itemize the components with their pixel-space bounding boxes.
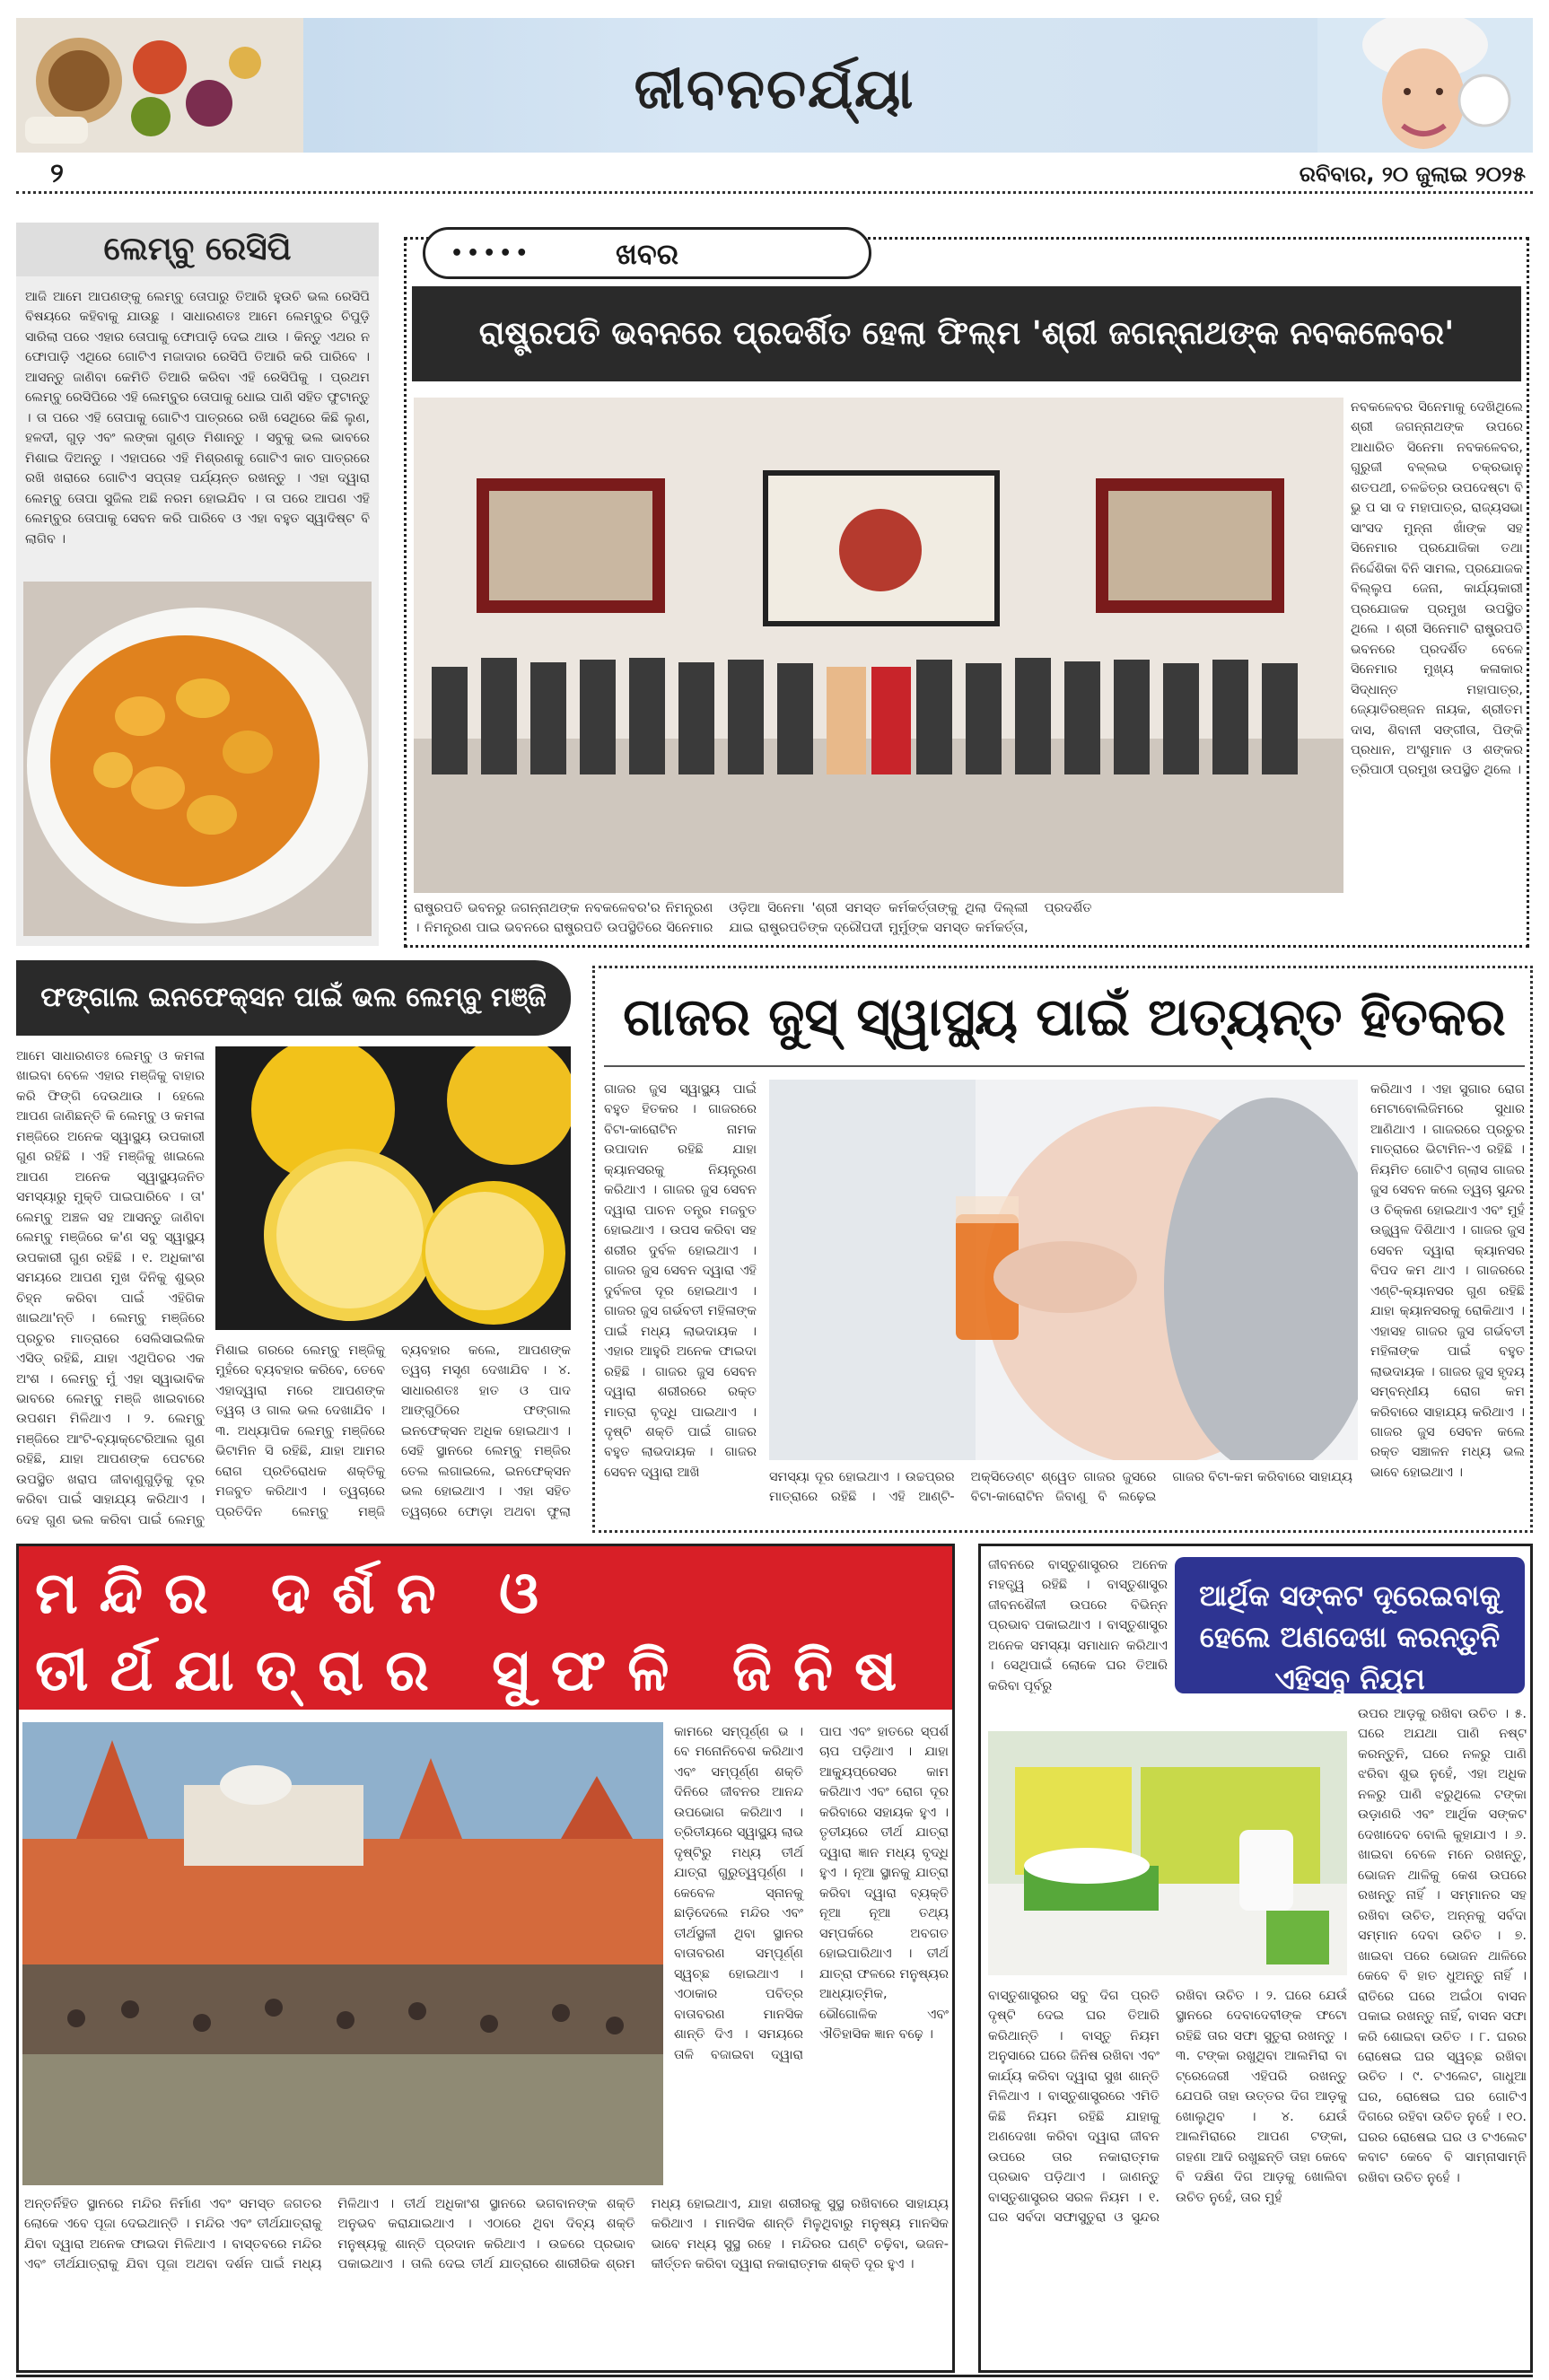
- fungal-text-bottom: ମିଶାଇ ଗରରେ ଲେମ୍ବୁ ମଞ୍ଜିକୁ ମୁହଁରେ ବ୍ୟବହାର କରିବେ, ତେବେ ଏହାଦ୍ୱାରା ମରେ ଆପଣଙ୍କ ତ୍ୱଚା ଓ ଗାଲ ଭଲ ଦେଖାଯିବ । ୩. ଅଧ୍ୟାପିକ ଲେମ୍ବୁ ମଞ୍ଜିରେ ଭିଟାମିନ ସି ରହିଛି, ଯାହା ଆମର ରୋଗ ପ୍ରତିରୋଧକ ଶକ୍ତିକୁ ମଜବୁତ କରିଥାଏ । ତ୍ୱଚାରେ ପ୍ରତିଦିନ ଲେମ୍ବୁ ମଞ୍ଜି ବ୍ୟବହାର କଲେ, ଆପଣଙ୍କ ତ୍ୱଚା ମସୃଣ ଦେଖାଯିବ । ୪. ସାଧାରଣତଃ ହାତ ଓ ପାଦ ଆଙ୍ଗୁଠିରେ ଫଙ୍ଗାଲ ଇନଫେକ୍ସନ ଅଧିକ ହୋଇଥାଏ । ସେହି ସ୍ଥାନରେ ଲେମ୍ବୁ ମଞ୍ଜିର ତେଲ ଲଗାଇଲେ, ଇନଫେକ୍ସନ ଭଲ ହୋଇଥାଏ । ଏହା ସହିତ ତ୍ୱଚାରେ ଫୋଡ଼ା ଅଥବା ଫୁଲା: [215, 1343, 571, 1519]
- carrot-heading: ଗାଜର ଜୁସ୍ ସ୍ୱାସ୍ଥ୍ୟ ପାଇଁ ଅତ୍ୟନ୍ତ ହିତକର: [623, 986, 1506, 1047]
- lemon-peel-pickle-photo: [23, 582, 372, 936]
- temple-text-right: କାମରେ ସମ୍ପୂର୍ଣ୍ଣ ଭ । ବେ ମନୋନିବେଶ କରିଥାଏ ଏବଂ ସମ୍ପୂର୍ଣ୍ଣ ଶକ୍ତି ଦିନିରେ ଜୀବନର ଆନନ୍ଦ ଉପଭୋଗ କରିଥାଏ । ତ୍ରିତୀୟରେ ସ୍ୱାସ୍ଥ୍ୟ ଲାଭ ଦୃଷ୍ଟିରୁ ମଧ୍ୟ ତୀର୍ଥ ଯାତ୍ରା ଗୁରୁତ୍ୱପୂର୍ଣ୍ଣ । କେବେଳ ସ୍ନାନକୁ ଛାଡ଼ିଦେଲେ ମନ୍ଦିର ଏବଂ ତୀର୍ଥସ୍ଥଳୀ ଥିବା ସ୍ଥାନର ବାତାବରଣ ସମ୍ପୂର୍ଣ୍ଣ ସ୍ୱଚ୍ଛ ହୋଇଥାଏ । ଏଠାକାର ପବିତ୍ର ବାତାବରଣ ମାନସିକ ଶାନ୍ତି ଦିଏ । ସମୟରେ ତାଳି ବଜାଇବା ଦ୍ୱାରା ପାପ ଏବଂ ହାତରେ ସ୍ପର୍ଶ ଚାପ ପଡ଼ିଥାଏ । ଯାହା ଆକ୍ୟୁପ୍ରେସର କାମ କରିଥାଏ ଏବଂ ରୋଗ ଦୂର କରିବାରେ ସହାୟକ ହୁଏ । ତୃତୀୟରେ ତୀର୍ଥ ଯାତ୍ରା ଦ୍ୱାରା ଜ୍ଞାନ ମଧ୍ୟ ବୃଦ୍ଧି ହୁଏ । ନୂଆ ସ୍ଥାନକୁ ଯାତ୍ରା କରିବା ଦ୍ୱାରା ବ୍ୟକ୍ତି ନୂଆ ନୂଆ ତଥ୍ୟ ସମ୍ପର୍କରେ ଅବଗତ ହୋଇପାରିଥାଏ । ତୀର୍ଥ ଯାତ୍ରା ଫଳରେ ମନୁଷ୍ୟର ଆଧ୍ୟାତ୍ମିକ, ଭୌଗୋଳିକ ଏବଂ ଐତିହାସିକ ଜ୍ଞାନ ବଢ଼େ ।: [674, 1725, 949, 2062]
- issue-date: ରବିବାର, ୨୦ ଜୁଲାଇ ୨୦୨୫: [1299, 162, 1526, 187]
- recipe-body: ଆଜି ଆମେ ଆପଣଙ୍କୁ ଲେମ୍ବୁ ତୋପାରୁ ତିଆରି ହୁଉଚି ଭଲ ରେସିପି ବିଷୟରେ କହିବାକୁ ଯାଉଛୁ । ସାଧାରଣତଃ ଆମେ ଲେମ୍ବୁର ଚିପୁଡ଼ି ସାରିଲା ପରେ ଏହାର ତୋପାକୁ ଫୋପାଡ଼ି ଦେଇ ଥାଉ । କିନ୍ତୁ ଏଥର ନ ଫୋପାଡ଼ି ଏଥିରେ ଗୋଟିଏ ମଜାଦାର ରେସିପି ତିଆରି କରି ପାରିବେ । ଆସନ୍ତୁ ଜାଣିବା କେମିତି ତିଆରି କରିବା ଏହି ରେସିପିକୁ । ପ୍ରଥମ ଲେମ୍ବୁ ରେସିପିରେ ଏହି ଲେମ୍ବୁର ତୋପାକୁ ଧୋଇ ପାଣି ସହିତ ଫୁଟାନ୍ତୁ । ତା ପରେ ଏହି ତୋପାକୁ ଗୋଟିଏ ପାତ୍ରରେ ରଖି ସେଥିରେ କିଛି ଲୁଣ, ହଳଦୀ, ଗୁଡ଼ ଏବଂ ଲଙ୍କା ଗୁଣ୍ଡ ମିଶାନ୍ତୁ । ସବୁକୁ ଭଲ ଭାବରେ ମିଶାଇ ଦିଅନ୍ତୁ । ଏହାପରେ ଏହି ମିଶ୍ରଣକୁ ଗୋଟିଏ କାଚ ପାତ୍ରରେ ରଖି ଖରାରେ ଗୋଟିଏ ସପ୍ତାହ ପର୍ଯ୍ୟନ୍ତ ରଖନ୍ତୁ । ଏହା ଦ୍ୱାରା ଲେମ୍ବୁ ତୋପା ସୁଜିଲ ଅଛି ନରମ ହୋଇଯିବ । ତା ପରେ ଆପଣ ଏହି ଲେମ୍ବୁର ତୋପାକୁ ସେବନ କରି ପାରିବେ ଓ ଏହା ବହୁତ ସ୍ୱାଦିଷ୍ଟ ବି ଲାଗିବ ।: [25, 290, 370, 547]
- temple-heading: ମନ୍ଦିର ଦର୍ଶନ ଓ ତୀର୍ଥଯାତ୍ରାର ସୁଫଳି ଜିନିଷ: [19, 1546, 952, 1710]
- page-bottom-rule: [16, 2375, 1533, 2377]
- section-title: ଜୀବନଚର୍ଯ୍ୟା: [634, 56, 915, 121]
- lemon-recipe-article: [16, 223, 379, 946]
- vastu-text-right: ଉପର ଆଡ଼କୁ ରଖିବା ଉଚିତ । ୫. ଘରେ ଅଯଥା ପାଣି ନଷ୍ଟ କରନ୍ତୁନି, ଘରେ ନଳରୁ ପାଣି ଝରିବା ଶୁଭ ନୁହେଁ, ଏହା ଅଧିକ ନଳରୁ ପାଣି ଝରୁଥିଲେ ଟଙ୍କା ଉଡ଼ାଣରି ଏବଂ ଆର୍ଥିକ ସଙ୍କଟ ଦେଖାଦେବ ବୋଲି କୁହାଯାଏ । ୬. ଖାଇବା ବେଳେ ମନେ ରଖନ୍ତୁ, ଭୋଜନ ଥାଳିକୁ କେଶ ଉପରେ ରଖନ୍ତୁ ନାହିଁ । ସମ୍ମାନର ସହ ରଖିବା ଉଚିତ, ଅନ୍ନକୁ ସର୍ବଦା ସମ୍ମାନ ଦେବା ଉଚିତ । ୭. ଖାଇବା ପରେ ଭୋଜନ ଥାଳିରେ କେବେ ବି ହାତ ଧୁଅନ୍ତୁ ନାହିଁ । ରାତିରେ ଘରେ ଅଇଁଠା ବାସନ ପକାଇ ରଖନ୍ତୁ ନାହିଁ, ବାସନ ସଫା କରି ଶୋଇବା ଉଚିତ । ୮. ଘରର ରୋଷେଇ ଘର ସ୍ୱଚ୍ଛ ରଖିବା ଉଚିତ । ୯. ଟଏଲେଟ, ଗାଧୁଆ ଘର, ରୋଷେଇ ଘର ଗୋଟିଏ ଦିଗରେ ରହିବା ଉଚିତ ନୁହେଁ । ୧୦. ଘରର ରୋଷେଇ ଘର ଓ ଟଏଲେଟ କବାଟ କେବେ ବି ସାମ୍ନାସାମ୍ନି ରଖିବା ଉଚିତ ନୁହେଁ ।: [1358, 1707, 1527, 2185]
- temple-text-bottom: ଅନ୍ତର୍ନିହିତ ସ୍ଥାନରେ ମନ୍ଦିର ନିର୍ମାଣ ଏବଂ ସମସ୍ତ ଜଗତର ଲୋକେ ଏବେ ପୂଜା ଦେଇଥାନ୍ତି । ମନ୍ଦିର ଏବଂ ତୀର୍ଥଯାତ୍ରାକୁ ଯିବା ଦ୍ୱାରା ଅନେକ ଫାଇଦା ମିଳିଥାଏ । ବାସ୍ତବରେ ମନ୍ଦିର ଏବଂ ତୀର୍ଥଯାତ୍ରାକୁ ଯିବା ପୂଜା ଅଥବା ଦର୍ଶନ ପାଇଁ ମଧ୍ୟ ମିଳିଥାଏ । ତୀର୍ଥ ଅଧିକାଂଶ ସ୍ଥାନରେ ଭଗବାନଙ୍କ ଶକ୍ତି ଅନୁଭବ କରାଯାଇଥାଏ । ଏଠାରେ ଥିବା ଦିବ୍ୟ ଶକ୍ତି ମନୁଷ୍ୟକୁ ଶାନ୍ତି ପ୍ରଦାନ କରିଥାଏ । ଉଚ୍ଚରେ ପ୍ରଭାବ ପକାଇଥାଏ । ତାଲି ଦେଇ ତୀର୍ଥ ଯାତ୍ରାରେ ଶାରୀରିକ ଶ୍ରମ ମଧ୍ୟ ହୋଇଥାଏ, ଯାହା ଶରୀରକୁ ସୁସ୍ଥ ରଖିବାରେ ସାହାଯ୍ୟ କରିଥାଏ । ମାନସିକ ଶାନ୍ତି ମିଳୁଥିବାରୁ ମନୁଷ୍ୟ ମାନସିକ ଭାବେ ମଧ୍ୟ ସୁସ୍ଥ ରହେ । ମନ୍ଦିରର ଘଣ୍ଟି ଚଢ଼ିବା, ଭଜନ-କୀର୍ତ୍ତନ କରିବା ଦ୍ୱାରା ନକାରାତ୍ମକ ଶକ୍ତି ଦୂର ହୁଏ ।: [24, 2197, 949, 2272]
- carrot-juice-article: [592, 966, 1533, 1533]
- news-photo-caption: ରାଷ୍ଟ୍ରପତି ଭବନରୁ ଜଗନ୍ନାଥଙ୍କ ନବକଳେବର'ର ନିମନ୍ତ୍ରଣ । ନିମନ୍ତ୍ରଣ ପାଇ ଭବନରେ ରାଷ୍ଟ୍ରପତି ଉପସ୍ଥିତିରେ ସିନେମାର ଓଡ଼ିଆ ସିନେମା 'ଶ୍ରୀ ସମସ୍ତ କର୍ମକର୍ତ୍ତାଙ୍କୁ ଥିଲା ଦିଲ୍ଲୀ ଯାଇ ରାଷ୍ଟ୍ରପତିଙ୍କ ଦ୍ରୌପଦୀ ମୁର୍ମୁଙ୍କ ସମସ୍ତ କର୍ମକର୍ତ୍ତା, ପ୍ରଦର୍ଶିତ: [414, 901, 1092, 936]
- fungal-infection-heading: ଫଙ୍ଗାଲ ଇନଫେକ୍ସନ ପାଇଁ ଭଲ ଲେମ୍ବୁ ମଞ୍ଜି: [16, 960, 571, 1036]
- ghat-temples-photo: [22, 1722, 663, 2185]
- page-number: ୨: [50, 158, 64, 189]
- news-tab: [423, 227, 871, 279]
- carrot-text-right: କରିଥାଏ । ଏହା ସୁଗାର ରୋଗ ମେଟାବୋଲିଜିମରେ ସୁଧାର ଆଣିଥାଏ । ଗାଜରରେ ପ୍ରଚୁର ମାତ୍ରାରେ ଭିଟାମିନ-ଏ ରହିଛି । ନିୟମିତ ଗୋଟିଏ ଗ୍ଲାସ ଗାଜର ଜୁସ ସେବନ କଲେ ତ୍ୱଚା ସୁନ୍ଦର ଓ ଚିକ୍କଣ ହୋଇଥାଏ ଏବଂ ମୁହଁ ଉଜ୍ଜ୍ୱଳ ଦିଶିଥାଏ । ଗାଜର ଜୁସ ସେବନ ଦ୍ୱାରା କ୍ୟାନସର ବିପଦ କମ ଥାଏ । ଗାଜରରେ ଏଣ୍ଟି-କ୍ୟାନସର ଗୁଣ ରହିଛି ଯାହା କ୍ୟାନସରକୁ ରୋକିଥାଏ । ଏହାସହ ଗାଜର ଜୁସ ଗର୍ଭବତୀ ମହିଳାଙ୍କ ପାଇଁ ବହୁତ ଲାଭଦାୟକ । ଗାଜର ଜୁସ ହୃଦୟ ସମ୍ବନ୍ଧୀୟ ରୋଗ କମ କରିବାରେ ସାହାଯ୍ୟ କରିଥାଏ । ଗାଜର ଜୁସ ସେବନ କଲେ ରକ୍ତ ସଞ୍ଚାଳନ ମଧ୍ୟ ଭଲ ଭାବେ ହୋଇଥାଏ ।: [1370, 1082, 1525, 1480]
- lemon-halves-photo: [215, 1046, 571, 1330]
- masthead-banner: [16, 18, 1533, 153]
- news-section: [404, 237, 1529, 948]
- vastu-text-bottom: ବାସ୍ତୁଶାସ୍ତ୍ରର ସବୁ ଦିଗ ପ୍ରତି ଦୃଷ୍ଟି ଦେଇ ଘର ତିଆରି କରିଥାନ୍ତି । ବାସ୍ତୁ ନିୟମ ଅନୁସାରେ ଘରେ ଜିନିଷ ରଖିବା ଏବଂ କାର୍ଯ୍ୟ କରିବା ଦ୍ୱାରା ସୁଖ ଶାନ୍ତି ମିଳିଥାଏ । ବାସ୍ତୁଶାସ୍ତ୍ରରେ ଏମିତି କିଛି ନିୟମ ରହିଛି ଯାହାକୁ ଅଣଦେଖା କରିବା ଦ୍ୱାରା ଜୀବନ ଉପରେ ତାର ନକାରାତ୍ମକ ପ୍ରଭାବ ପଡ଼ିଥାଏ । ଜାଣନ୍ତୁ ବାସ୍ତୁଶାସ୍ତ୍ରର ସରଳ ନିୟମ । ୧. ଘର ସର୍ବଦା ସଫାସୁତୁରା ଓ ସୁନ୍ଦର ରଖିବା ଉଚିତ । ୨. ଘରେ ଯେଉଁ ସ୍ଥାନରେ ଦେବାଦେବୀଙ୍କ ଫଟୋ ରହିଛି ତାର ସଫା ସୁତୁରା ରଖନ୍ତୁ । ୩. ଟଙ୍କା ରଖୁଥିବା ଆଲମିରା ବା ଟ୍ରେଜେରୀ ଏହିପରି ରଖନ୍ତୁ ଯେପରି ତାହା ଉତ୍ତର ଦିଗ ଆଡ଼କୁ ଖୋଲୁଥିବ । ୪. ଯେଉଁ ଆଲମିରାରେ ଆପଣ ଟଙ୍କା, ଗହଣା ଆଦି ରଖୁଛନ୍ତି ତାହା କେବେ ବି ଦକ୍ଷିଣ ଦିଗ ଆଡ଼କୁ ଖୋଲିବା ଉଚିତ ନୁହେଁ, ତାର ମୁହଁ: [988, 1989, 1347, 2226]
- news-headline: ରାଷ୍ଟ୍ରପତି ଭବନରେ ପ୍ରଦର୍ଶିତ ହେଲା ଫିଲ୍ମ 'ଶ୍ରୀ ଜଗନ୍ନାଥଙ୍କ ନବକଳେବର': [412, 286, 1521, 381]
- news-side-column: ନବକଳେବର ସିନେମାକୁ ଦେଖିଥିଲେ ଶ୍ରୀ ଜଗନ୍ନାଥଙ୍କ ଉପରେ ଆଧାରିତ ସିନେମା ନବକଳେବର, ଗୁରୁଜୀ ବଳ୍ଲଭ ଚକ୍ରଭାନୁ ଶତପଥୀ, ଚଳଚ୍ଚିତ୍ର ଉପଦେଷ୍ଟା ବି ଭୁ ପ ସା ଦ ମହାପାତ୍ର, ରାଜ୍ୟସଭା ସାଂସଦ ମୁନ୍ନା ଖାଁଙ୍କ ସହ ସିନେମାର ପ୍ରଯୋଜିକା ତଥା ନିର୍ଦ୍ଦେଶିକା ବିନି ସାମଲ, ପ୍ରଯୋଜକ ବିଲ୍ଲୁପ ଜେନା, କାର୍ଯ୍ୟକାରୀ ପ୍ରଯୋଜକ ପ୍ରମୁଖ ଉପସ୍ଥିତ ଥିଲେ । ଶ୍ରୀ ସିନେମାଟି ରାଷ୍ଟ୍ରପତି ଭବନରେ ପ୍ରଦର୍ଶିତ ବେଳେ ସିନେମାର ମୁଖ୍ୟ କଳାକାର ସିଦ୍ଧାନ୍ତ ମହାପାତ୍ର, ଜ୍ୟୋତିରଞ୍ଜନ ନାୟକ, ଶ୍ରୀତମ ଦାସ, ଶିବାନୀ ସଙ୍ଗୀତା, ପିଙ୍କି ପ୍ରଧାନ, ଅଂଶୁମାନ ଓ ଶଙ୍କର ତ୍ରିପାଠୀ ପ୍ରମୁଖ ଉପସ୍ଥିତ ଥିଲେ ।: [1351, 400, 1523, 778]
- skincare-woman-illustration: [1317, 18, 1533, 153]
- vastu-heading: ଆର୍ଥିକ ସଙ୍କଟ ଦୂରେଇବାକୁ ହେଲେ ଅଣଦେଖା କରନ୍ତୁନି ଏହିସବୁ ନିୟମ: [1175, 1557, 1525, 1693]
- recipe-heading: ଲେମ୍ବୁ ରେସିପି: [16, 223, 379, 276]
- temple-pilgrimage-article: [16, 1544, 955, 2373]
- vastu-rules-article: [978, 1544, 1533, 2373]
- pregnant-woman-juice-photo: [769, 1080, 1358, 1460]
- fungal-text-left: ଆମେ ସାଧାରଣତଃ ଲେମ୍ବୁ ଓ କମଳା ଖାଇବା ବେଳେ ଏହାର ମଞ୍ଜିକୁ ବାହାର କରି ଫିଙ୍ଗି ଦେଉଥାଉ । ହେଲେ ଆପଣ ଜାଣିଛନ୍ତି କି ଲେମ୍ବୁ ଓ କମଳା ମଞ୍ଜିରେ ଅନେକ ସ୍ୱାସ୍ଥ୍ୟ ଉପକାରୀ ଗୁଣ ରହିଛି । ଏହି ମଞ୍ଜିକୁ ଖାଇଲେ ଆପଣ ଅନେକ ସ୍ୱାସ୍ଥ୍ୟଜନିତ ସମସ୍ୟାରୁ ମୁକ୍ତି ପାଇପାରିବେ । ତା' ଲେମ୍ବୁ ଅଞ୍ଚଳ ସହ ଆସନ୍ତୁ ଜାଣିବା ଲେମ୍ବୁ ମଞ୍ଜିରେ କ'ଣ ସବୁ ସ୍ୱାସ୍ଥ୍ୟ ଉପକାରୀ ଗୁଣ ରହିଛି । ୧. ଅଧିକାଂଶ ସମୟରେ ଆପଣ ମୁଖ ଦିନିକୁ ଶୁଭ୍ର ଚିହ୍ନ କରିବା ପାଇଁ ଏହିଗିକ ଖାଇଥା'ନ୍ତି । ଲେମ୍ବୁ ମଞ୍ଜିରେ ପ୍ରଚୁର ମାତ୍ରାରେ ସେଲିସାଇଲିକ ଏସିଡ୍ ରହିଛି, ଯାହା ଏଥିପିଚର ଏକ ଅଂଶ । ଲେମ୍ବୁ ମୁଁ ଏହା ସ୍ୱାଭାବିକ ଭାବରେ ଲେମ୍ବୁ ମଞ୍ଜି ଖାଇବାରେ ଉପଶମ ମିଳିଥାଏ । ୨. ଲେମ୍ବୁ ମଞ୍ଜିରେ ଆଂଟି-ବ୍ୟାକ୍ଟେରିଆଲ ଗୁଣ ରହିଛି, ଯାହା ଆପଣଙ୍କ ପେଟରେ ଉପସ୍ଥିତ ଖରାପ ଜୀବାଣୁଗୁଡ଼ିକୁ ଦୂର କରିବା ପାଇଁ ସାହାଯ୍ୟ କରିଥାଏ । ଦେହ ଗୁଣ ଭଲ କରିବା ପାଇଁ ଲେମ୍ବୁ: [16, 1049, 205, 1527]
- bathroom-interior-photo: [988, 1731, 1347, 1975]
- heading-divider: [604, 1065, 1525, 1067]
- tab-dots: •••••: [451, 242, 532, 265]
- vastu-intro-text: ଜୀବନରେ ବାସ୍ତୁଶାସ୍ତ୍ରର ଅନେକ ମହତ୍ତ୍ୱ ରହିଛି । ବାସ୍ତୁଶାସ୍ତ୍ର ଜୀବନଶୈଳୀ ଉପରେ ବିଭିନ୍ନ ପ୍ରଭାବ ପକାଇଥାଏ । ବାସ୍ତୁଶାସ୍ତ୍ର ଅନେକ ସମସ୍ୟା ସମାଧାନ କରିଥାଏ । ସେଥିପାଇଁ ଲୋକେ ଘର ତିଆରି କରିବା ପୂର୍ବରୁ: [988, 1558, 1168, 1693]
- carrot-text-left: ଗାଜର ଜୁସ ସ୍ୱାସ୍ଥ୍ୟ ପାଇଁ ବହୁତ ହିତକର । ଗାଜରରେ ବିଟା-କାରୋଟିନ ନାମକ ଉପାଦାନ ରହିଛି ଯାହା କ୍ୟାନସରକୁ ନିୟନ୍ତ୍ରଣ କରିଥାଏ । ଗାଜର ଜୁସ ସେବନ ଦ୍ୱାରା ପାଚନ ତନ୍ତ୍ର ମଜବୁତ ହୋଇଥାଏ । ଉପସ କରିବା ସହ ଶରୀର ଦୁର୍ବଳ ହୋଇଥାଏ । ଗାଜର ଜୁସ ସେବନ ଦ୍ୱାରା ଏହି ଦୁର୍ବଳତା ଦୂର ହୋଇଥାଏ । ଗାଜର ଜୁସ ଗର୍ଭବତୀ ମହିଳାଙ୍କ ପାଇଁ ମଧ୍ୟ ଲାଭଦାୟକ । ଏହାର ଆହୁରି ଅନେକ ଫାଇଦା ରହିଛି । ଗାଜର ଜୁସ ସେବନ ଦ୍ୱାରା ଶରୀରରେ ରକ୍ତ ମାତ୍ରା ବୃଦ୍ଧି ପାଇଥାଏ । ଦୃଷ୍ଟି ଶକ୍ତି ପାଇଁ ଗାଜର ବହୁତ ଲାଭଦାୟକ । ଗାଜର ସେବନ ଦ୍ୱାରା ଆଖି: [604, 1082, 757, 1480]
- tab-label: ଖବର: [615, 237, 679, 271]
- rashtrapati-bhavan-group-photo: [414, 398, 1343, 893]
- carrot-photo-caption: ସମସ୍ୟା ଦୂର ହୋଇଥାଏ । ଉଚ୍ଚପ୍ରର ମାତ୍ରାରେ ରହିଛି । ଏହି ଆଣ୍ଟି-ଅକ୍ସିଡେଣ୍ଟ ଶ୍ୱେତ ଗାଜର ଜୁସରେ ବିଟା-କାରୋଟିନ ଜିବାଣୁ ବି ଲଢ଼େଇ ଗାଜର ବିଟା-କମ କରିବାରେ ସାହାଯ୍ୟ: [769, 1470, 1352, 1505]
- page-info-bar: [16, 153, 1533, 194]
